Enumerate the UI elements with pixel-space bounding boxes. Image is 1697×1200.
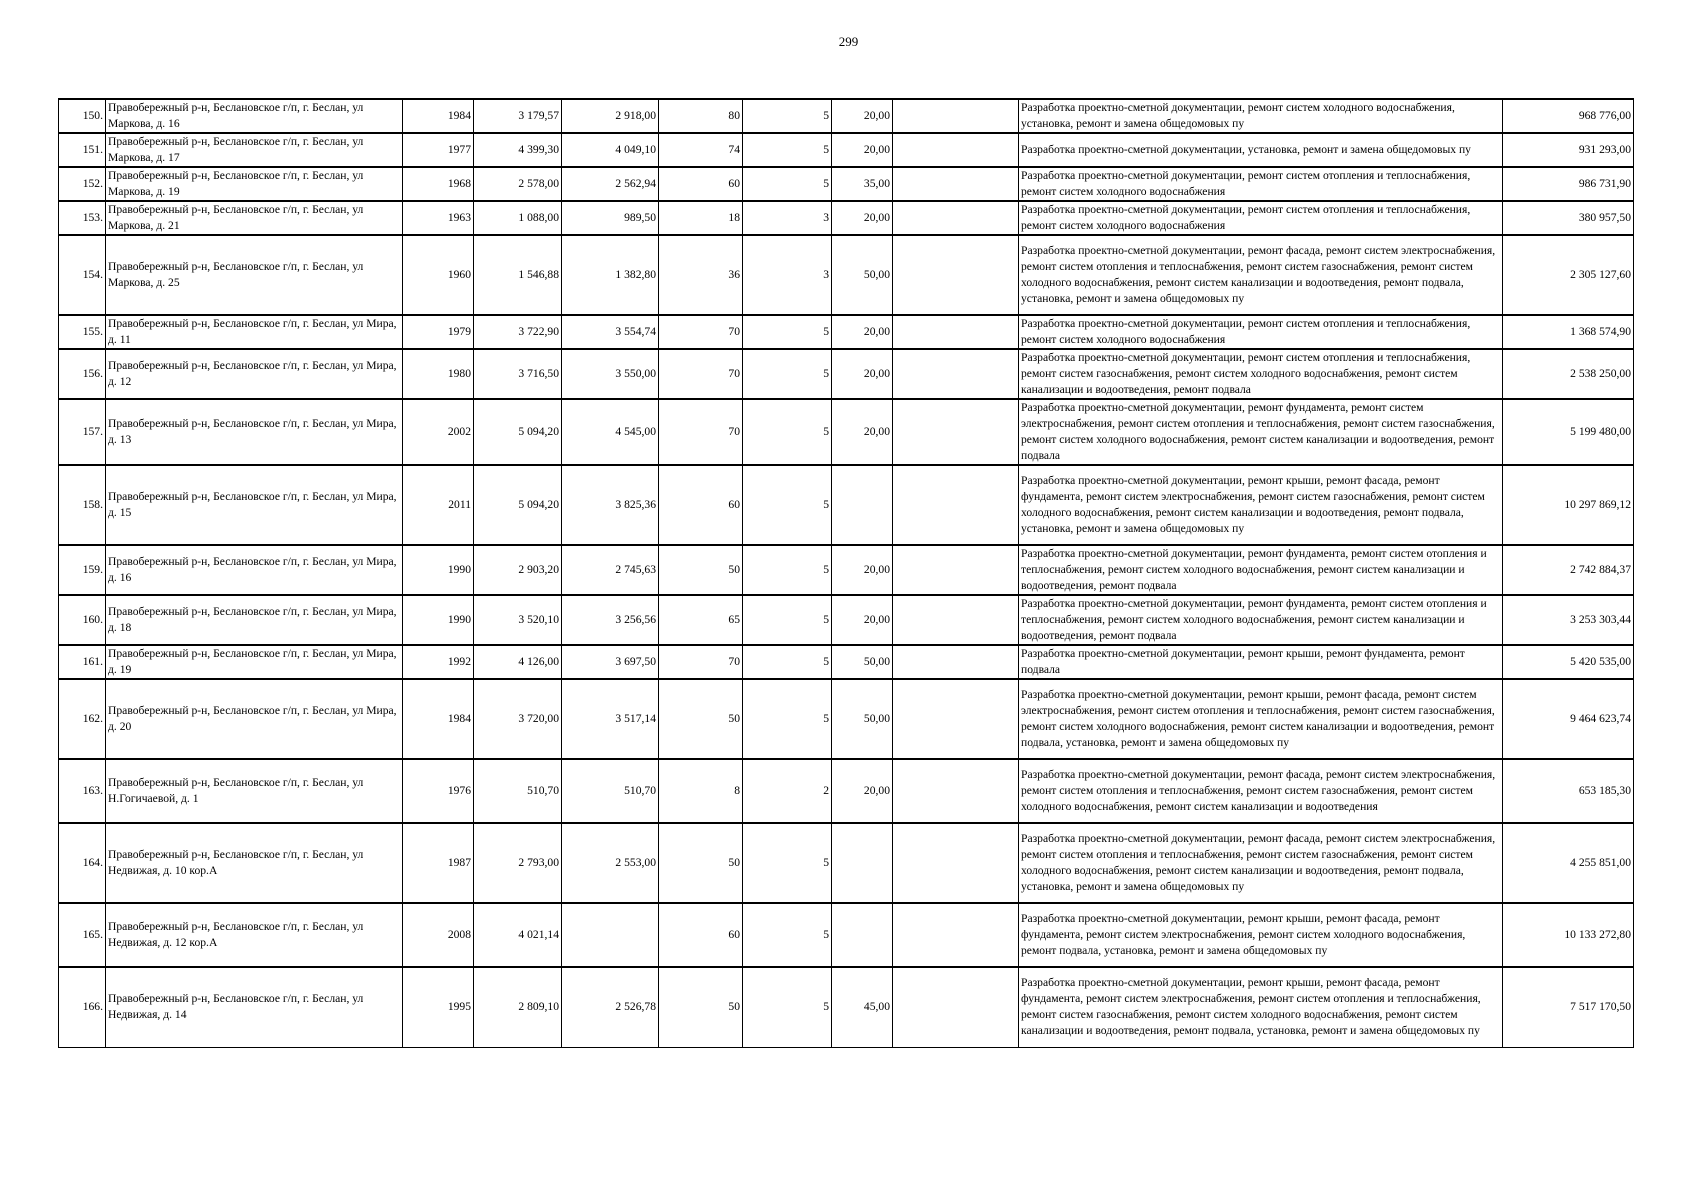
year-cell: 1976 (403, 759, 474, 823)
floors-cell: 5 (743, 133, 832, 167)
living-area-cell: 510,70 (562, 759, 659, 823)
row-number: 164. (59, 823, 106, 903)
year-cell: 1960 (403, 235, 474, 315)
floors-cell: 5 (743, 349, 832, 399)
total-area-cell: 2 809,10 (474, 967, 562, 1047)
living-area-cell: 2 553,00 (562, 823, 659, 903)
extra-cell (893, 545, 1019, 595)
row-number: 154. (59, 235, 106, 315)
row-number: 156. (59, 349, 106, 399)
row-number: 158. (59, 465, 106, 545)
total-area-cell: 1 088,00 (474, 201, 562, 235)
living-area-cell (562, 903, 659, 967)
extra-cell (893, 235, 1019, 315)
wear-cell: 45,00 (832, 967, 893, 1047)
address-cell: Правобережный р-н, Беслановское г/п, г. Беслан, ул Маркова, д. 21 (106, 201, 403, 235)
address-cell: Правобережный р-н, Беслановское г/п, г. Беслан, ул Маркова, д. 16 (106, 99, 403, 133)
table-row (59, 235, 1634, 315)
living-area-cell: 3 517,14 (562, 679, 659, 759)
year-cell: 1984 (403, 99, 474, 133)
wear-cell: 20,00 (832, 201, 893, 235)
table-row (59, 99, 1634, 133)
address-cell: Правобережный р-н, Беслановское г/п, г. Беслан, ул Маркова, д. 19 (106, 167, 403, 201)
row-number: 153. (59, 201, 106, 235)
cost-cell: 5 199 480,00 (1503, 399, 1634, 465)
residents-cell: 70 (659, 315, 743, 349)
table-row (59, 595, 1634, 645)
floors-cell: 5 (743, 465, 832, 545)
cost-cell: 968 776,00 (1503, 99, 1634, 133)
residents-cell: 65 (659, 595, 743, 645)
extra-cell (893, 99, 1019, 133)
year-cell: 1992 (403, 645, 474, 679)
cost-cell: 653 185,30 (1503, 759, 1634, 823)
total-area-cell: 1 546,88 (474, 235, 562, 315)
cost-cell: 9 464 623,74 (1503, 679, 1634, 759)
residents-cell: 74 (659, 133, 743, 167)
living-area-cell: 2 918,00 (562, 99, 659, 133)
works-cell: Разработка проектно-сметной документации, ремонт систем отопления и теплоснабжения, ремонт систем газоснабжения, ремонт систем холодного водоснабжения, ремонт систем канализации и водоотведения, ремонт подвала (1019, 349, 1503, 399)
works-cell: Разработка проектно-сметной документации, ремонт систем отопления и теплоснабжения, ремонт систем холодного водоснабжения (1019, 315, 1503, 349)
cost-cell: 10 133 272,80 (1503, 903, 1634, 967)
works-cell: Разработка проектно-сметной документации, ремонт фундамента, ремонт систем отопления и теплоснабжения, ремонт систем холодного водоснабжения, ремонт систем канализации и водоотведения, ремонт подвала (1019, 595, 1503, 645)
extra-cell (893, 595, 1019, 645)
wear-cell: 20,00 (832, 545, 893, 595)
works-cell: Разработка проектно-сметной документации, ремонт систем холодного водоснабжения, установка, ремонт и замена общедомовых пу (1019, 99, 1503, 133)
extra-cell (893, 399, 1019, 465)
works-cell: Разработка проектно-сметной документации, ремонт крыши, ремонт фасада, ремонт систем электроснабжения, ремонт систем отопления и теплоснабжения, ремонт систем газоснабжения, ремонт систем холодного водоснабжения, ремонт систем канализации и водоотведения, ремонт подвала, установка, ремонт и замена общедомовых пу (1019, 679, 1503, 759)
living-area-cell: 3 825,36 (562, 465, 659, 545)
table-row (59, 315, 1634, 349)
floors-cell: 5 (743, 99, 832, 133)
address-cell: Правобережный р-н, Беслановское г/п, г. Беслан, ул Мира, д. 20 (106, 679, 403, 759)
year-cell: 1963 (403, 201, 474, 235)
floors-cell: 5 (743, 967, 832, 1047)
residents-cell: 36 (659, 235, 743, 315)
table-row (59, 399, 1634, 465)
cost-cell: 4 255 851,00 (1503, 823, 1634, 903)
wear-cell: 20,00 (832, 315, 893, 349)
cost-cell: 2 305 127,60 (1503, 235, 1634, 315)
table-row (59, 903, 1634, 967)
row-number: 163. (59, 759, 106, 823)
floors-cell: 5 (743, 545, 832, 595)
wear-cell: 35,00 (832, 167, 893, 201)
extra-cell (893, 679, 1019, 759)
wear-cell (832, 465, 893, 545)
year-cell: 1990 (403, 595, 474, 645)
row-number: 162. (59, 679, 106, 759)
floors-cell: 3 (743, 235, 832, 315)
wear-cell: 50,00 (832, 645, 893, 679)
total-area-cell: 510,70 (474, 759, 562, 823)
extra-cell (893, 349, 1019, 399)
living-area-cell: 3 256,56 (562, 595, 659, 645)
year-cell: 1987 (403, 823, 474, 903)
cost-cell: 3 253 303,44 (1503, 595, 1634, 645)
year-cell: 1995 (403, 967, 474, 1047)
table-row (59, 167, 1634, 201)
total-area-cell: 2 903,20 (474, 545, 562, 595)
address-cell: Правобережный р-н, Беслановское г/п, г. Беслан, ул Маркова, д. 25 (106, 235, 403, 315)
floors-cell: 5 (743, 903, 832, 967)
works-cell: Разработка проектно-сметной документации, ремонт фасада, ремонт систем электроснабжения, ремонт систем отопления и теплоснабжения, ремонт систем газоснабжения, ремонт систем холодного водоснабжения, ремонт систем канализации и водоотведения, ремонт подвала, установка, ремонт и замена общедомовых пу (1019, 235, 1503, 315)
extra-cell (893, 167, 1019, 201)
total-area-cell: 4 021,14 (474, 903, 562, 967)
table-row (59, 645, 1634, 679)
living-area-cell: 3 554,74 (562, 315, 659, 349)
floors-cell: 5 (743, 823, 832, 903)
residents-cell: 8 (659, 759, 743, 823)
wear-cell: 20,00 (832, 349, 893, 399)
extra-cell (893, 903, 1019, 967)
living-area-cell: 989,50 (562, 201, 659, 235)
total-area-cell: 3 520,10 (474, 595, 562, 645)
works-cell: Разработка проектно-сметной документации, ремонт фундамента, ремонт систем электроснабжения, ремонт систем отопления и теплоснабжения, ремонт систем газоснабжения, ремонт систем холодного водоснабжения, ремонт систем канализации и водоотведения, ремонт подвала (1019, 399, 1503, 465)
extra-cell (893, 201, 1019, 235)
address-cell: Правобережный р-н, Беслановское г/п, г. Беслан, ул Мира, д. 11 (106, 315, 403, 349)
row-number: 152. (59, 167, 106, 201)
cost-cell: 5 420 535,00 (1503, 645, 1634, 679)
total-area-cell: 3 722,90 (474, 315, 562, 349)
extra-cell (893, 465, 1019, 545)
year-cell: 2002 (403, 399, 474, 465)
address-cell: Правобережный р-н, Беслановское г/п, г. Беслан, ул Мира, д. 16 (106, 545, 403, 595)
residents-cell: 50 (659, 967, 743, 1047)
table-row (59, 545, 1634, 595)
residents-cell: 18 (659, 201, 743, 235)
housing-repair-table (58, 98, 1634, 1048)
row-number: 151. (59, 133, 106, 167)
address-cell: Правобережный р-н, Беслановское г/п, г. Беслан, ул Мира, д. 19 (106, 645, 403, 679)
table-row (59, 759, 1634, 823)
total-area-cell: 4 126,00 (474, 645, 562, 679)
address-cell: Правобережный р-н, Беслановское г/п, г. Беслан, ул Н.Гогичаевой, д. 1 (106, 759, 403, 823)
wear-cell (832, 903, 893, 967)
address-cell: Правобережный р-н, Беслановское г/п, г. Беслан, ул Маркова, д. 17 (106, 133, 403, 167)
residents-cell: 50 (659, 545, 743, 595)
floors-cell: 5 (743, 167, 832, 201)
total-area-cell: 5 094,20 (474, 465, 562, 545)
works-cell: Разработка проектно-сметной документации, ремонт фасада, ремонт систем электроснабжения, ремонт систем отопления и теплоснабжения, ремонт систем газоснабжения, ремонт систем холодного водоснабжения, ремонт систем канализации и водоотведения, ремонт подвала, установка, ремонт и замена общедомовых пу (1019, 823, 1503, 903)
extra-cell (893, 645, 1019, 679)
table-row (59, 349, 1634, 399)
extra-cell (893, 133, 1019, 167)
floors-cell: 5 (743, 399, 832, 465)
year-cell: 1977 (403, 133, 474, 167)
residents-cell: 70 (659, 399, 743, 465)
floors-cell: 2 (743, 759, 832, 823)
works-cell: Разработка проектно-сметной документации, ремонт крыши, ремонт фасада, ремонт фундамента, ремонт систем электроснабжения, ремонт систем холодного водоснабжения, ремонт подвала, установка, ремонт и замена общедомовых пу (1019, 903, 1503, 967)
year-cell: 1984 (403, 679, 474, 759)
cost-cell: 1 368 574,90 (1503, 315, 1634, 349)
wear-cell: 20,00 (832, 595, 893, 645)
living-area-cell: 3 697,50 (562, 645, 659, 679)
residents-cell: 80 (659, 99, 743, 133)
wear-cell: 50,00 (832, 679, 893, 759)
works-cell: Разработка проектно-сметной документации, ремонт крыши, ремонт фасада, ремонт фундамента, ремонт систем электроснабжения, ремонт систем газоснабжения, ремонт систем холодного водоснабжения, ремонт систем канализации и водоотведения, ремонт подвала, установка, ремонт и замена общедомовых пу (1019, 465, 1503, 545)
residents-cell: 60 (659, 465, 743, 545)
residents-cell: 70 (659, 349, 743, 399)
floors-cell: 5 (743, 595, 832, 645)
floors-cell: 3 (743, 201, 832, 235)
year-cell: 1968 (403, 167, 474, 201)
wear-cell (832, 823, 893, 903)
table-row (59, 465, 1634, 545)
living-area-cell: 2 745,63 (562, 545, 659, 595)
wear-cell: 20,00 (832, 399, 893, 465)
cost-cell: 10 297 869,12 (1503, 465, 1634, 545)
year-cell: 2008 (403, 903, 474, 967)
year-cell: 1979 (403, 315, 474, 349)
total-area-cell: 4 399,30 (474, 133, 562, 167)
year-cell: 1980 (403, 349, 474, 399)
total-area-cell: 3 720,00 (474, 679, 562, 759)
residents-cell: 70 (659, 645, 743, 679)
extra-cell (893, 315, 1019, 349)
works-cell: Разработка проектно-сметной документации, ремонт систем отопления и теплоснабжения, ремонт систем холодного водоснабжения (1019, 167, 1503, 201)
cost-cell: 380 957,50 (1503, 201, 1634, 235)
table-row (59, 133, 1634, 167)
cost-cell: 2 538 250,00 (1503, 349, 1634, 399)
address-cell: Правобережный р-н, Беслановское г/п, г. Беслан, ул Мира, д. 18 (106, 595, 403, 645)
total-area-cell: 2 578,00 (474, 167, 562, 201)
living-area-cell: 2 526,78 (562, 967, 659, 1047)
works-cell: Разработка проектно-сметной документации, ремонт систем отопления и теплоснабжения, ремонт систем холодного водоснабжения (1019, 201, 1503, 235)
year-cell: 1990 (403, 545, 474, 595)
living-area-cell: 3 550,00 (562, 349, 659, 399)
floors-cell: 5 (743, 679, 832, 759)
living-area-cell: 4 545,00 (562, 399, 659, 465)
residents-cell: 50 (659, 823, 743, 903)
residents-cell: 50 (659, 679, 743, 759)
works-cell: Разработка проектно-сметной документации, ремонт крыши, ремонт фундамента, ремонт подвала (1019, 645, 1503, 679)
table-row (59, 967, 1634, 1047)
residents-cell: 60 (659, 167, 743, 201)
address-cell: Правобережный р-н, Беслановское г/п, г. Беслан, ул Мира, д. 13 (106, 399, 403, 465)
wear-cell: 50,00 (832, 235, 893, 315)
cost-cell: 7 517 170,50 (1503, 967, 1634, 1047)
extra-cell (893, 967, 1019, 1047)
total-area-cell: 3 716,50 (474, 349, 562, 399)
row-number: 161. (59, 645, 106, 679)
row-number: 160. (59, 595, 106, 645)
living-area-cell: 1 382,80 (562, 235, 659, 315)
extra-cell (893, 823, 1019, 903)
works-cell: Разработка проектно-сметной документации, ремонт крыши, ремонт фасада, ремонт фундамента, ремонт систем электроснабжения, ремонт систем отопления и теплоснабжения, ремонт систем газоснабжения, ремонт систем холодного водоснабжения, ремонт систем канализации и водоотведения, ремонт подвала, установка, ремонт и замена общедомовых пу (1019, 967, 1503, 1047)
floors-cell: 5 (743, 645, 832, 679)
row-number: 150. (59, 99, 106, 133)
row-number: 155. (59, 315, 106, 349)
wear-cell: 20,00 (832, 99, 893, 133)
floors-cell: 5 (743, 315, 832, 349)
living-area-cell: 2 562,94 (562, 167, 659, 201)
row-number: 166. (59, 967, 106, 1047)
address-cell: Правобережный р-н, Беслановское г/п, г. Беслан, ул Недвижая, д. 12 кор.А (106, 903, 403, 967)
address-cell: Правобережный р-н, Беслановское г/п, г. Беслан, ул Недвижая, д. 10 кор.А (106, 823, 403, 903)
table-row (59, 679, 1634, 759)
address-cell: Правобережный р-н, Беслановское г/п, г. Беслан, ул Мира, д. 12 (106, 349, 403, 399)
total-area-cell: 5 094,20 (474, 399, 562, 465)
year-cell: 2011 (403, 465, 474, 545)
wear-cell: 20,00 (832, 759, 893, 823)
table-row (59, 201, 1634, 235)
extra-cell (893, 759, 1019, 823)
row-number: 157. (59, 399, 106, 465)
address-cell: Правобережный р-н, Беслановское г/п, г. Беслан, ул Недвижая, д. 14 (106, 967, 403, 1047)
cost-cell: 2 742 884,37 (1503, 545, 1634, 595)
residents-cell: 60 (659, 903, 743, 967)
living-area-cell: 4 049,10 (562, 133, 659, 167)
total-area-cell: 3 179,57 (474, 99, 562, 133)
address-cell: Правобережный р-н, Беслановское г/п, г. Беслан, ул Мира, д. 15 (106, 465, 403, 545)
works-cell: Разработка проектно-сметной документации, установка, ремонт и замена общедомовых пу (1019, 133, 1503, 167)
page-number: 299 (838, 34, 859, 49)
table-row (59, 823, 1634, 903)
wear-cell: 20,00 (832, 133, 893, 167)
row-number: 165. (59, 903, 106, 967)
cost-cell: 931 293,00 (1503, 133, 1634, 167)
works-cell: Разработка проектно-сметной документации, ремонт фундамента, ремонт систем отопления и теплоснабжения, ремонт систем холодного водоснабжения, ремонт систем канализации и водоотведения, ремонт подвала (1019, 545, 1503, 595)
total-area-cell: 2 793,00 (474, 823, 562, 903)
cost-cell: 986 731,90 (1503, 167, 1634, 201)
works-cell: Разработка проектно-сметной документации, ремонт фасада, ремонт систем электроснабжения, ремонт систем отопления и теплоснабжения, ремонт систем газоснабжения, ремонт систем холодного водоснабжения, ремонт систем канализации и водоотведения (1019, 759, 1503, 823)
row-number: 159. (59, 545, 106, 595)
